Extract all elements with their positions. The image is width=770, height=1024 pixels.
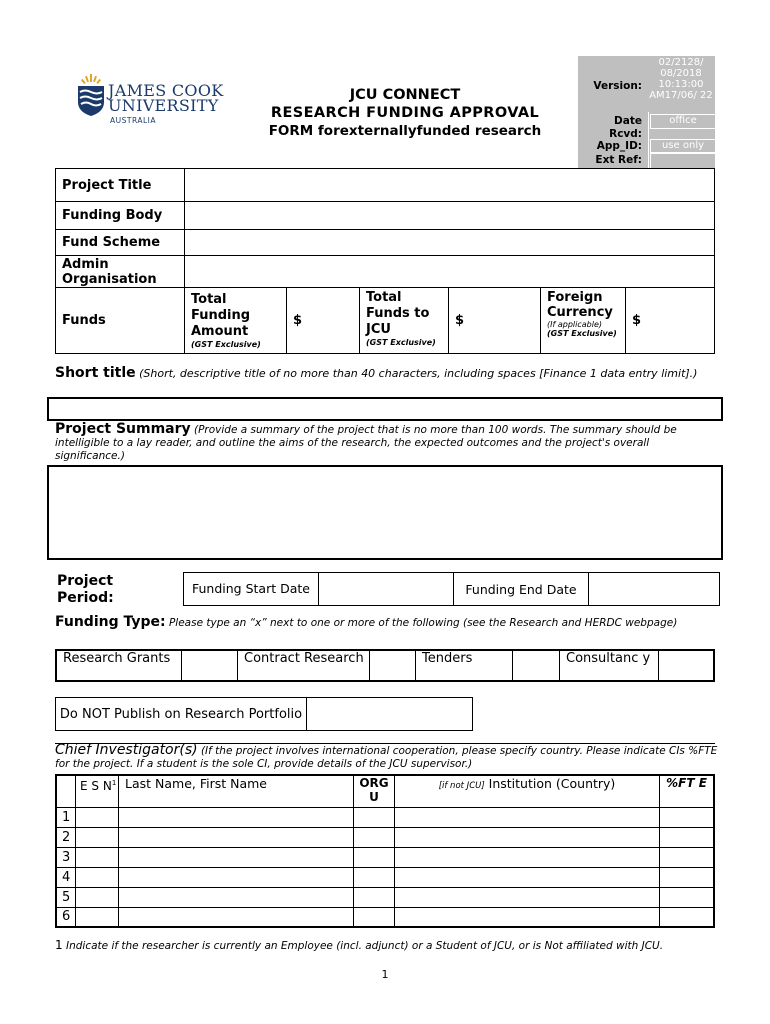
total-jcu-note: (GST Exclusive) — [366, 338, 436, 347]
row-number: 2 — [56, 827, 76, 847]
esn-cell[interactable] — [76, 867, 119, 887]
funding-option-label: Contract Research — [238, 650, 370, 681]
logo-line1: JAMES COOK — [108, 81, 224, 100]
col-inst-note: [if not JCU] — [438, 781, 485, 791]
footnote — [55, 939, 715, 953]
project-summary-note: (Provide a summary of the project that is no more than 100 words. The summary should be intelligible to a lay reader, and outline the aims of the research, the expected outcomes and the project's overall significance.) — [55, 424, 677, 462]
row-number: 4 — [56, 867, 76, 887]
title-line2: RESEARCH FUNDING APPROVAL — [270, 105, 540, 121]
project-title-field[interactable] — [185, 169, 715, 202]
foreign-note: (GST Exclusive) — [547, 329, 617, 338]
dollar-sign: $ — [632, 313, 642, 328]
funding-type-heading — [55, 616, 720, 630]
logo-line3: AUSTRALIA — [110, 116, 157, 125]
row-number: 5 — [56, 887, 76, 907]
orgu-cell[interactable] — [354, 887, 395, 907]
foreign-field[interactable] — [626, 288, 715, 354]
col-inst-text: Institution (Country) — [488, 776, 616, 791]
project-period-label: Project Period: — [57, 573, 114, 606]
funding-end-field[interactable] — [589, 573, 720, 606]
orgu-cell[interactable] — [354, 807, 395, 827]
short-title-field[interactable] — [47, 397, 723, 421]
funding-option-label: Research Grants — [56, 650, 182, 681]
ext-ref-field[interactable] — [650, 153, 716, 169]
funding-type-note: Please type an “x” next to one or more of the following (see the Research and HERDC webpage) — [168, 617, 678, 629]
total-jcu-cell — [360, 288, 449, 354]
project-details-table — [55, 168, 715, 354]
name-cell[interactable] — [119, 867, 354, 887]
total-funding-field[interactable] — [287, 288, 360, 354]
foreign-applicable: (If applicable) — [547, 320, 602, 329]
project-title-label: Project Title — [56, 169, 185, 202]
institution-cell[interactable] — [395, 827, 660, 847]
total-funding-label: Total Funding Amount — [191, 292, 251, 339]
name-cell[interactable] — [119, 807, 354, 827]
funding-start-label: Funding Start Date — [184, 573, 319, 606]
fund-scheme-label: Fund Scheme — [56, 230, 185, 256]
col-esn-header — [76, 775, 119, 807]
total-jcu-field[interactable] — [449, 288, 541, 354]
name-cell[interactable] — [119, 887, 354, 907]
dollar-sign: $ — [455, 313, 465, 328]
table-row — [56, 847, 714, 867]
form-title — [250, 86, 560, 140]
total-funding-note: (GST Exclusive) — [191, 340, 261, 349]
short-title-heading — [55, 366, 720, 381]
admin-org-label: Admin Organisation — [56, 256, 185, 288]
col-esn-text: E S N — [80, 779, 112, 793]
fte-cell[interactable] — [660, 807, 715, 827]
date-rcvd-label: Date Rcvd: — [609, 115, 642, 140]
funding-option-checkbox[interactable] — [659, 650, 715, 681]
esn-cell[interactable] — [76, 807, 119, 827]
chief-investigators-table — [55, 774, 715, 928]
fte-cell[interactable] — [660, 827, 715, 847]
row-number: 6 — [56, 907, 76, 927]
col-esn-sup: 1 — [111, 779, 117, 787]
do-not-publish-label: Do NOT Publish on Research Portfolio — [56, 698, 307, 731]
footnote-text: Indicate if the researcher is currently an Employee (incl. adjunct) or a Student of JCU, or is Not affiliated with JCU. — [65, 940, 664, 952]
orgu-cell[interactable] — [354, 847, 395, 867]
office-label: office — [650, 114, 716, 129]
funding-option-label: Tenders — [416, 650, 513, 681]
col-orgu-header: ORG U — [354, 775, 395, 807]
table-row — [56, 867, 714, 887]
table-row — [56, 907, 714, 927]
funding-type-table — [55, 649, 715, 682]
fte-cell[interactable] — [660, 907, 715, 927]
funding-option-checkbox[interactable] — [370, 650, 416, 681]
short-title-label: Short title — [55, 365, 136, 381]
institution-cell[interactable] — [395, 867, 660, 887]
foreign-cell — [541, 288, 626, 354]
version-label: Version: — [593, 80, 642, 92]
funding-end-label: Funding End Date — [454, 573, 589, 606]
institution-cell[interactable] — [395, 887, 660, 907]
dollar-sign: $ — [293, 313, 303, 328]
esn-cell[interactable] — [76, 847, 119, 867]
funds-label: Funds — [56, 288, 185, 354]
funding-option-checkbox[interactable] — [513, 650, 560, 681]
fte-cell[interactable] — [660, 847, 715, 867]
chief-investigators-label: Chief Investigator(s) — [55, 742, 198, 758]
project-summary-field[interactable] — [47, 465, 723, 560]
institution-cell[interactable] — [395, 807, 660, 827]
name-cell[interactable] — [119, 847, 354, 867]
app-id-label: App_ID: — [596, 140, 642, 152]
row-number: 1 — [56, 807, 76, 827]
orgu-cell[interactable] — [354, 907, 395, 927]
fte-cell[interactable] — [660, 887, 715, 907]
fte-cell[interactable] — [660, 867, 715, 887]
name-cell[interactable] — [119, 827, 354, 847]
col-fte-header: %FT E — [660, 775, 715, 807]
row-number: 3 — [56, 847, 76, 867]
short-title-note: (Short, descriptive title of no more than 40 characters, including spaces [Finance 1 data entry limit].) — [139, 367, 698, 380]
fund-scheme-field[interactable] — [185, 230, 715, 256]
table-row — [56, 827, 714, 847]
jcu-logo-icon — [76, 72, 108, 118]
total-funding-cell — [185, 288, 287, 354]
project-summary-heading — [55, 423, 720, 463]
funding-body-field[interactable] — [185, 202, 715, 230]
do-not-publish-table — [55, 697, 473, 731]
funding-start-field[interactable] — [319, 573, 454, 606]
do-not-publish-field[interactable] — [307, 698, 473, 731]
chief-investigators-note: (If the project involves international cooperation, please specify country. Please indicate CIs %FTE for the project. If a student is the sole CI, provide details of the JCU supervisor.) — [55, 745, 718, 770]
foreign-label: Foreign Currency — [547, 290, 613, 320]
institution-cell[interactable] — [395, 847, 660, 867]
funding-body-label: Funding Body — [56, 202, 185, 230]
chief-investigators-heading — [55, 744, 720, 771]
project-period-table — [183, 572, 720, 606]
institution-cell[interactable] — [395, 907, 660, 927]
col-name-header: Last Name, First Name — [119, 775, 354, 807]
table-row — [56, 887, 714, 907]
table-row — [56, 807, 714, 827]
version-value: 02/2128/ 08/2018 10:13:00 AM17/06/ 22 — [649, 57, 713, 101]
orgu-cell[interactable] — [354, 827, 395, 847]
title-line1: JCU CONNECT — [349, 87, 461, 103]
use-only-label: use only — [650, 139, 716, 153]
esn-cell[interactable] — [76, 827, 119, 847]
esn-cell[interactable] — [76, 907, 119, 927]
funding-option-label: Consultanc y — [560, 650, 659, 681]
orgu-cell[interactable] — [354, 867, 395, 887]
total-jcu-label: Total Funds to JCU — [366, 290, 430, 337]
footnote-number: 1 — [55, 938, 63, 952]
project-summary-label: Project Summary — [55, 421, 191, 437]
funding-option-checkbox[interactable] — [182, 650, 238, 681]
col-inst-header — [395, 775, 660, 807]
header-blank — [56, 775, 76, 807]
funding-type-label: Funding Type: — [55, 614, 166, 630]
logo-line2: UNIVERSITY — [108, 96, 219, 115]
page-number: 1 — [381, 968, 389, 981]
title-line3: FORM forexternallyfunded research — [268, 123, 542, 139]
esn-cell[interactable] — [76, 887, 119, 907]
name-cell[interactable] — [119, 907, 354, 927]
admin-org-field[interactable] — [185, 256, 715, 288]
ext-ref-label: Ext Ref: — [595, 154, 642, 166]
